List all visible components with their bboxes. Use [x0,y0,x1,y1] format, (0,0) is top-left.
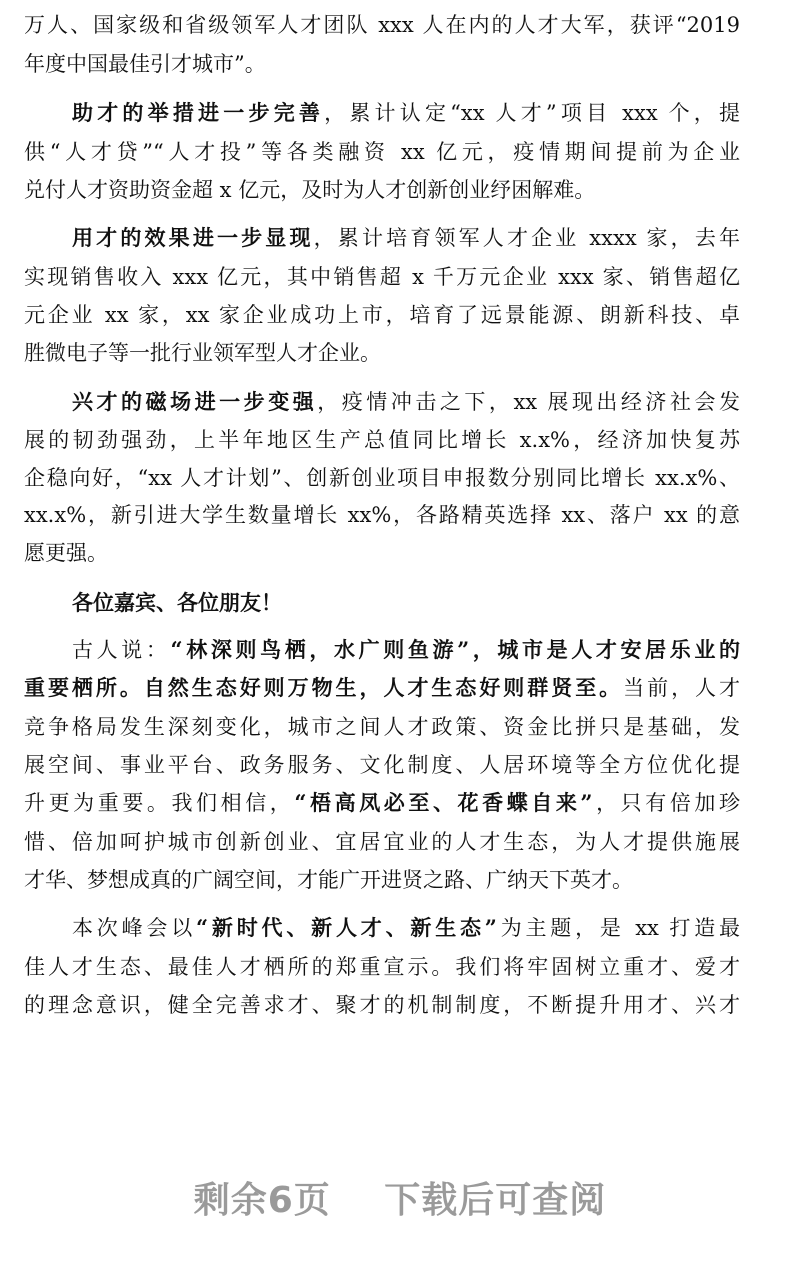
remaining-pages-label: 剩余6页 [193,1180,331,1221]
bold-text: 各位嘉宾、各位朋友！ [72,590,282,615]
text-line [24,300,740,330]
text-line [24,673,740,703]
text-line [24,175,740,205]
text: 胜微电子等一批行业领军型人才企业。 [24,341,381,365]
text-line [24,538,740,568]
text: ，累计培育领军人才企业 xxxx 家，去年 [313,226,740,250]
text: 实现销售收入 xxx 亿元，其中销售超 x 千万元企业 xxx 家、销售超亿 [24,265,740,289]
text-line [72,635,740,665]
text-line [24,49,740,79]
text-line [72,913,740,943]
text: ，只有倍加珍 [592,791,740,815]
download-prompt[interactable] [0,1172,800,1223]
text-line [24,500,740,530]
text: 为主题，是 xx 打造最 [496,916,740,940]
text-line [72,387,740,417]
text: 的理念意识，健全完善求才、聚才的机制制度，不断提升用才、兴才 [24,993,740,1017]
text: 竞争格局发生深刻变化，城市之间人才政策、资金比拼只是基础，发 [24,715,740,739]
text: 年度中国最佳引才城市”。 [24,52,266,76]
text-line [24,952,740,982]
text-line [24,827,740,857]
text: 愿更强。 [24,541,108,565]
text-line [24,865,740,895]
text: 供“人才贷”“人才投”等各类融资 xx 亿元，疫情期间提前为企业 [24,140,740,164]
bold-text: “梧高凤必至、花香蝶自来” [294,790,593,815]
text: xx.x%，新引进大学生数量增长 xx%，各路精英选择 xx、落户 xx 的意 [24,503,740,527]
bold-text: 重要栖所。自然生态好则万物生，人才生态好则群贤至。 [24,675,624,700]
text-line [24,425,740,455]
text: 元企业 xx 家，xx 家企业成功上市，培育了远景能源、朗新科技、卓 [24,303,740,327]
text-line [72,223,740,253]
text-line [24,750,740,780]
text: 企稳向好，“xx 人才计划”、创新创业项目申报数分别同比增长 xx.x%、 [24,466,740,490]
text-line [72,588,740,618]
text: 展空间、事业平台、政务服务、文化制度、人居环境等全方位优化提 [24,753,740,777]
text: 升更为重要。我们相信， [24,791,295,815]
text: 展的韧劲强劲，上半年地区生产总值同比增长 x.x%，经济加快复苏 [24,428,740,452]
text-line [24,463,740,493]
text-line [24,10,740,40]
text-line [24,262,740,292]
text: 古人说： [72,638,171,662]
text-line [24,338,740,368]
text-line [24,990,740,1020]
text: 万人、国家级和省级领军人才团队 xxx 人在内的人才大军，获评“2019 [24,13,740,37]
text: 佳人才生态、最佳人才栖所的郑重宣示。我们将牢固树立重才、爱才 [24,955,740,979]
text: 本次峰会以 [72,916,197,940]
text: ，疫情冲击之下，xx 展现出经济社会发 [317,390,740,414]
bold-text: 兴才的磁场进一步变强 [72,389,318,414]
text-line [24,788,740,818]
bold-text: “林深则鸟栖，水广则鱼游”，城市是人才安居乐业的 [170,637,741,662]
text: 当前，人才 [623,676,741,700]
text-line [24,137,740,167]
bold-text: 助才的举措进一步完善 [72,100,325,125]
download-to-view-label[interactable]: 下载后可查阅 [384,1180,607,1221]
text: 惜、倍加呵护城市创新创业、宜居宜业的人才生态，为人才提供施展 [24,830,740,854]
text: 才华、梦想成真的广阔空间，才能广开进贤之路、广纳天下英才。 [24,868,633,892]
text-line [24,712,740,742]
text: 兑付人才资助资金超 x 亿元，及时为人才创新创业纾困解难。 [24,178,596,202]
bold-text: 用才的效果进一步显现 [72,225,314,250]
bold-text: “新时代、新人才、新生态” [196,915,497,940]
text: ，累计认定“xx 人才”项目 xxx 个，提 [324,101,741,125]
text-line [72,98,740,128]
